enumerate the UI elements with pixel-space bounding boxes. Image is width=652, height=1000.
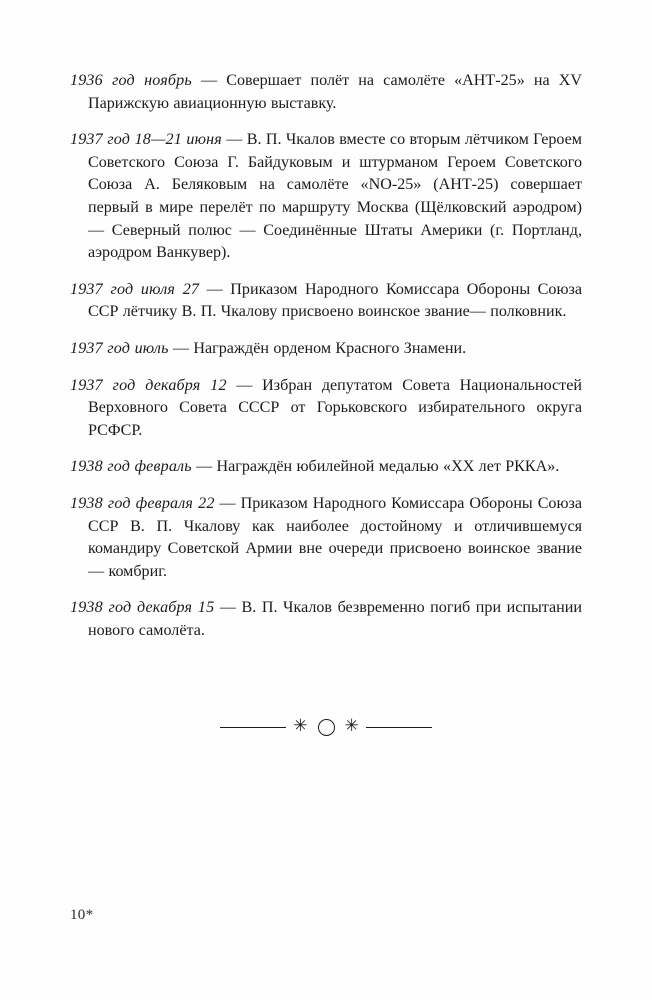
section-ornament bbox=[0, 710, 652, 744]
chronology-entry-separator: — bbox=[172, 339, 190, 357]
chronology-entry-date: 1936 год ноябрь bbox=[70, 72, 192, 89]
chronology-entry-date: 1937 год июль bbox=[70, 339, 169, 357]
chronology-entry-date: 1937 год 18—21 июня bbox=[70, 131, 222, 149]
chronology-entry-text: Награждён юбилейной медалью «XX лет РККА». bbox=[216, 458, 560, 476]
chronology-entry-separator: — bbox=[226, 131, 243, 149]
chronology-entry bbox=[70, 493, 582, 583]
chronology-entry bbox=[70, 279, 582, 324]
chronology-entry-separator: — bbox=[200, 72, 218, 89]
ornament-rule-left bbox=[220, 727, 286, 728]
chronology-entry-date: 1938 год февраля 22 bbox=[70, 494, 215, 512]
ornament-star-left-icon: ✳ bbox=[293, 715, 308, 736]
chronology-entry bbox=[70, 597, 582, 642]
chronology-entry bbox=[70, 375, 582, 443]
chronology-entry bbox=[70, 129, 582, 265]
chronology-entry-separator: — bbox=[206, 280, 223, 298]
ornament-circle-icon bbox=[318, 719, 335, 736]
chronology-entry-separator: — bbox=[196, 458, 213, 476]
chronology-entry-separator: — bbox=[219, 599, 236, 617]
chronology-entry-date: 1937 год декабря 12 bbox=[70, 376, 227, 394]
chronology-entry-text: В. П. Чкалов безвременно погиб при испытании нового самолёта. bbox=[88, 599, 583, 639]
chronology-entry-text: Приказом Народного Комиссара Обороны Союза ССР лётчику В. П. Чкалову присвоено воинское звание— полковник. bbox=[88, 280, 582, 321]
chronology-entry-separator: — bbox=[236, 376, 253, 394]
chronology-entry-text: Приказом Народного Комиссара Обороны Союза ССР В. П. Чкалову как наиболее достойному и отличившемуся командиру Советской Армии вне очереди присвоено воинское звание — комбриг. bbox=[88, 494, 582, 580]
chronology-entry-text: Совершает полёт на самолёте «АНТ-25» на XV Парижскую авиационную выставку. bbox=[88, 72, 582, 112]
chronology-entry-separator: — bbox=[219, 494, 236, 512]
chronology-entry-text: В. П. Чкалов вместе со вторым лётчиком Героем Советского Союза Г. Байдуковым и штурманом Героем Советского Союза А. Беляковым на самолёте «NO-25» (АНТ-25) совершает первый в мире перелёт по маршруту Москва (Щёлковский аэродром) — Северный полюс — Соединённые Штаты Америки (г. Портланд, аэродром Ванкувер). bbox=[88, 131, 582, 262]
chronology-entry-date: 1937 год июля 27 bbox=[70, 280, 200, 298]
chronology-entry-text: Избран депутатом Совета Национальностей Верховного Совета СССР от Горьковского избирательного округа РСФСР. bbox=[88, 376, 582, 439]
chronology-entry bbox=[70, 338, 582, 361]
chronology-entry bbox=[70, 70, 582, 115]
ornament-rule-right bbox=[366, 727, 432, 728]
page-folio: 10* bbox=[70, 907, 94, 923]
chronology-entry-text: Награждён орденом Красного Знамени. bbox=[193, 339, 467, 357]
chronology-list bbox=[70, 70, 582, 642]
chronology-entry bbox=[70, 456, 582, 479]
chronology-entry-date: 1938 год декабря 15 bbox=[70, 599, 215, 617]
chronology-entry-date: 1938 год февраль bbox=[70, 458, 192, 476]
ornament-star-right-icon: ✳ bbox=[344, 715, 359, 736]
